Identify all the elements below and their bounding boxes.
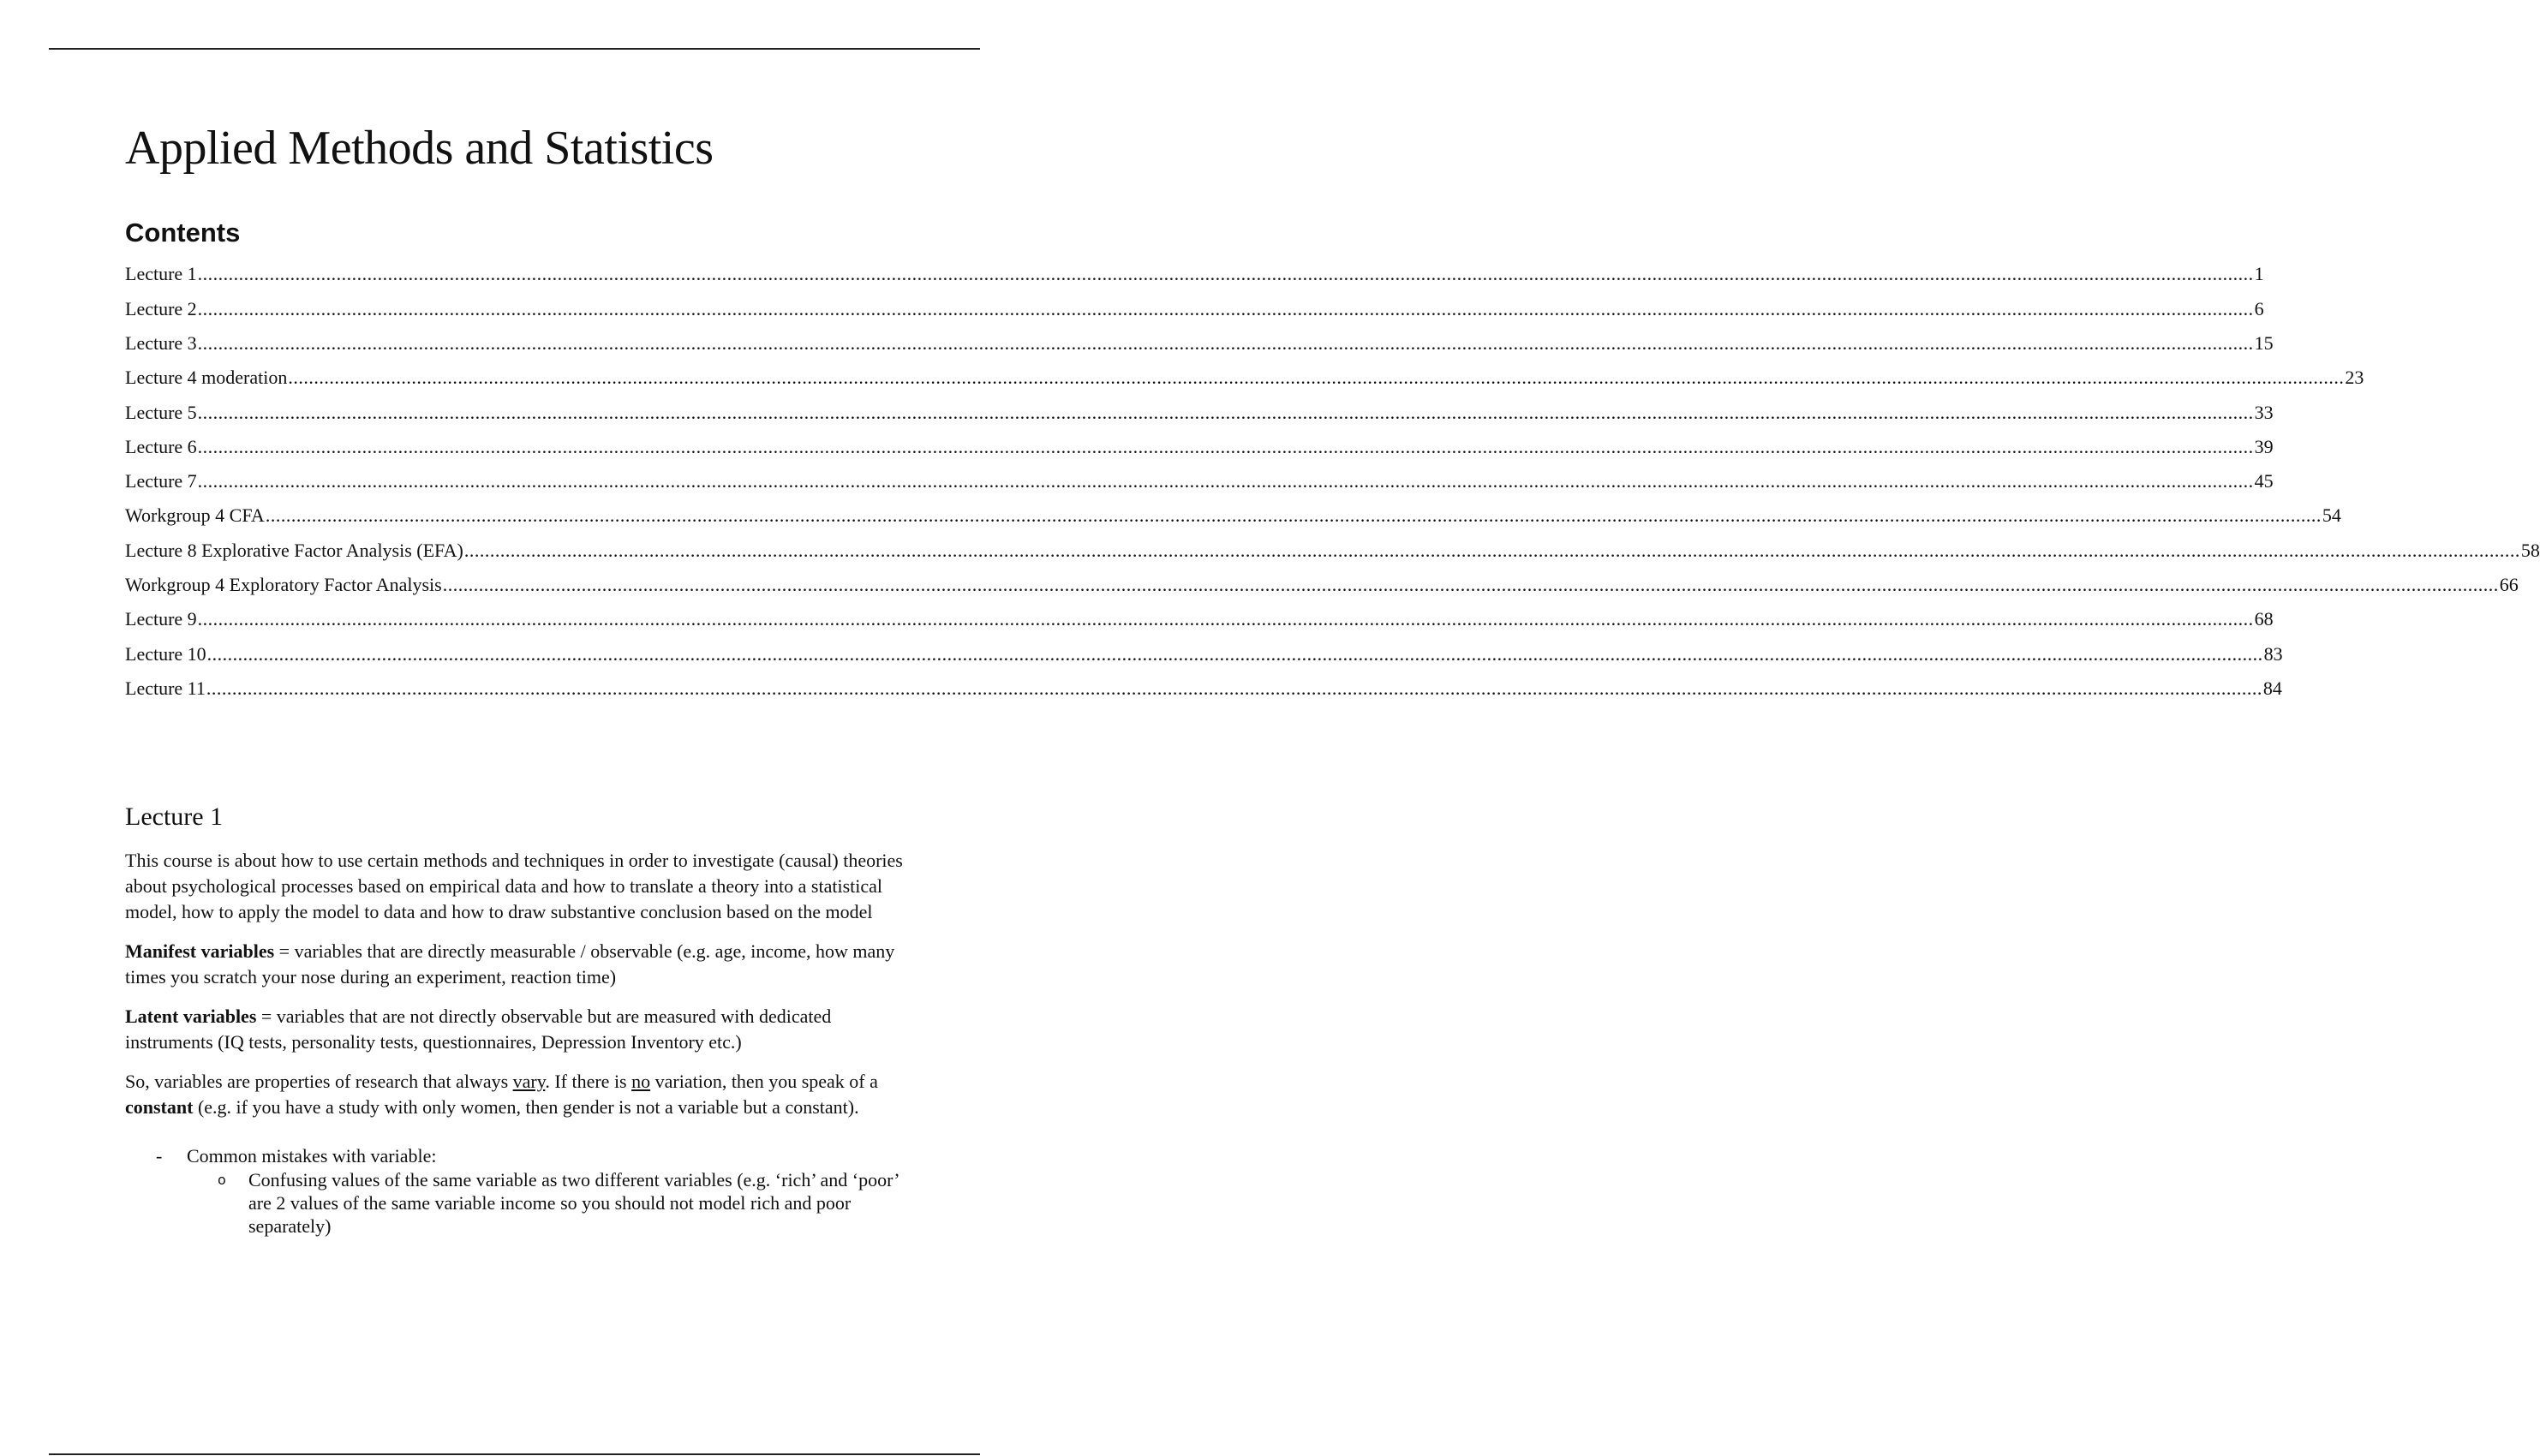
manifest-variables-paragraph [125,939,905,990]
circle-bullet-icon: o [218,1172,226,1189]
toc-entry-label: Workgroup 4 CFA [125,504,265,527]
mistakes-sublist [187,1168,905,1238]
toc-dot-leader: ................................................................................................................................................................................................................................................................................................................................................................................................................ [197,608,2254,630]
toc-entry[interactable] [125,326,2274,361]
toc-entry-label: Lecture 3 [125,331,197,354]
toc-entry-page: 66 [2499,574,2519,596]
toc-entry-page: 39 [2254,435,2274,457]
no-underlined: no [631,1071,651,1093]
latent-variables-definition: = variables that are not directly observable but are measured with dedicated instruments (IQ tests, personality tests, questionnaires, Depression Inventory etc.) [125,1005,832,1053]
toc-entry-label: Lecture 5 [125,401,197,423]
variables-text-2: . If there is [545,1071,632,1093]
toc-entry[interactable] [125,602,2274,636]
vary-underlined: vary [512,1071,546,1093]
footer-rule [49,1453,980,1455]
toc-entry-label: Lecture 8 Explorative Factor Analysis (EFA) [125,539,463,561]
toc-dot-leader: ................................................................................................................................................................................................................................................................................................................................................................................................................ [197,401,2254,423]
toc-entry-page: 58 [2520,539,2540,561]
header-rule [49,48,980,50]
toc-dot-leader: ................................................................................................................................................................................................................................................................................................................................................................................................................ [197,297,2254,319]
latent-variables-paragraph [125,1004,905,1055]
toc-dot-leader: ................................................................................................................................................................................................................................................................................................................................................................................................................ [206,642,2263,665]
toc-entry[interactable] [125,361,2364,395]
lecture-1-heading: Lecture 1 [125,803,224,832]
toc-entry-page: 33 [2254,401,2274,423]
toc-dot-leader: ................................................................................................................................................................................................................................................................................................................................................................................................................ [463,539,2520,561]
toc-entry-label: Lecture 10 [125,642,206,665]
toc-dot-leader: ................................................................................................................................................................................................................................................................................................................................................................................................................ [197,470,2254,492]
toc-entry-label: Lecture 6 [125,435,197,457]
toc-entry[interactable] [125,396,2274,430]
toc-entry-label: Lecture 7 [125,470,197,492]
toc-entry-page: 1 [2254,263,2264,285]
toc-dot-leader: ................................................................................................................................................................................................................................................................................................................................................................................................................ [265,504,2322,527]
table-of-contents [125,257,2540,706]
toc-entry-page: 84 [2262,677,2282,699]
variables-paragraph [125,1069,905,1120]
toc-entry-page: 54 [2322,504,2341,527]
toc-entry-page: 23 [2345,367,2364,389]
toc-entry[interactable] [125,498,2341,533]
manifest-variables-definition: = variables that are directly measurable / observable (e.g. age, income, how many times you scratch your nose during an experiment, reaction time) [125,940,895,988]
toc-entry[interactable] [125,671,2282,706]
latent-variables-term: Latent variables [125,1005,257,1028]
variables-text-1: So, variables are properties of research that always [125,1071,513,1093]
toc-entry-label: Lecture 1 [125,263,197,285]
toc-entry-page: 6 [2254,297,2264,319]
list-item [218,1168,905,1238]
toc-entry-label: Lecture 2 [125,297,197,319]
variables-text-4: (e.g. if you have a study with only women, then gender is not a variable but a constant). [193,1096,859,1119]
constant-term: constant [125,1096,194,1119]
toc-dot-leader: ................................................................................................................................................................................................................................................................................................................................................................................................................ [206,677,2262,699]
toc-entry[interactable] [125,568,2519,602]
document-title: Applied Methods and Statistics [125,122,714,175]
mistakes-list [125,1144,905,1238]
toc-entry-page: 68 [2254,608,2274,630]
toc-entry-label: Workgroup 4 Exploratory Factor Analysis [125,574,442,596]
list-item [156,1144,905,1238]
toc-dot-leader: ................................................................................................................................................................................................................................................................................................................................................................................................................ [442,574,2499,596]
toc-entry-page: 45 [2254,470,2274,492]
contents-heading: Contents [125,218,241,248]
document-body [125,120,2540,1238]
toc-dot-leader: ................................................................................................................................................................................................................................................................................................................................................................................................................ [288,367,2345,389]
toc-entry-page: 15 [2254,331,2274,354]
toc-dot-leader: ................................................................................................................................................................................................................................................................................................................................................................................................................ [197,263,2254,285]
toc-entry[interactable] [125,464,2274,498]
mistakes-heading: Common mistakes with variable: [187,1145,437,1167]
toc-entry[interactable] [125,292,2264,326]
toc-entry-label: Lecture 11 [125,677,206,699]
mistake-1-text: Confusing values of the same variable as two different variables (e.g. ‘rich’ and ‘poor’ are 2 values of the same variable income so you should not model rich and poor separately) [248,1169,899,1238]
toc-dot-leader: ................................................................................................................................................................................................................................................................................................................................................................................................................ [197,331,2254,354]
toc-dot-leader: ................................................................................................................................................................................................................................................................................................................................................................................................................ [197,435,2254,457]
manifest-variables-term: Manifest variables [125,940,275,963]
toc-entry-page: 83 [2263,642,2283,665]
variables-text-3: variation, then you speak of a [650,1071,878,1093]
dash-bullet-icon: - [156,1145,163,1167]
intro-paragraph: This course is about how to use certain methods and techniques in order to investigate (causal) theories about psychological processes based on empirical data and how to translate a theory into a statistical model, how to apply the model to data and how to draw substantive conclusion based on the model [125,850,903,923]
toc-entry[interactable] [125,257,2264,291]
toc-entry-label: Lecture 4 moderation [125,367,288,389]
toc-entry[interactable] [125,430,2274,464]
toc-entry-label: Lecture 9 [125,608,197,630]
toc-entry[interactable] [125,637,2283,671]
toc-entry[interactable] [125,534,2540,568]
